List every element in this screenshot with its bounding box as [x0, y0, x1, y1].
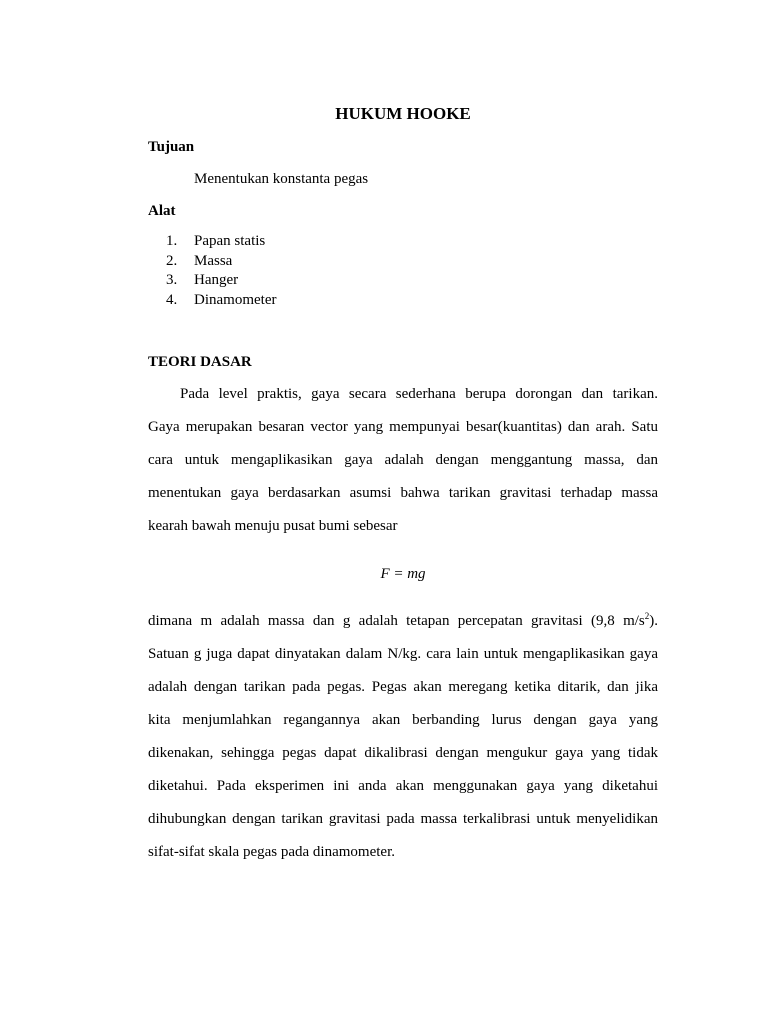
paragraph-line: kearah bawah menuju pusat bumi sebesar [148, 518, 398, 534]
list-item-number: 4. [166, 291, 178, 308]
list-item [166, 291, 276, 311]
formula: F = mg [380, 566, 426, 582]
list-item-label: Dinamometer [194, 291, 277, 308]
paragraph-line: Satuan g juga dapat dinyatakan dalam N/kg. cara lain untuk mengaplikasikan gaya [148, 646, 658, 662]
list-item-label: Hanger [194, 272, 239, 288]
list-item-number: 1. [166, 233, 178, 249]
paragraph-line: dikenakan, sehingga pegas dapat dikalibrasi dengan mengukur gaya yang tidak [148, 745, 658, 761]
list-item [166, 252, 276, 272]
section-heading-alat: Alat [148, 203, 176, 219]
superscript: 2 [644, 611, 650, 621]
paragraph-line-end: ). [649, 613, 658, 629]
list-item-number: 2. [166, 252, 178, 269]
paragraph-line-text: dimana m adalah massa dan g adalah tetapan percepatan gravitasi (9,8 m/s [148, 613, 645, 629]
tujuan-text: Menentukan konstanta pegas [194, 171, 369, 187]
alat-list [166, 232, 276, 310]
paragraph-line: cara untuk mengaplikasikan gaya adalah dengan menggantung massa, dan [148, 452, 658, 468]
teori-paragraph-1 [148, 385, 658, 550]
teori-paragraph-2 [148, 612, 658, 876]
list-item [166, 271, 276, 291]
list-item [166, 232, 276, 252]
paragraph-line: dihubungkan dengan tarikan gravitasi pada massa terkalibrasi untuk menyelidikan [148, 811, 658, 827]
paragraph-line: kita menjumlahkan regangannya akan berbanding lurus dengan gaya yang [148, 712, 658, 728]
paragraph-line: Pada level praktis, gaya secara sederhana berupa dorongan dan tarikan. [180, 386, 658, 402]
paragraph-line: diketahui. Pada eksperimen ini anda akan menggunakan gaya yang diketahui [148, 778, 658, 794]
document-title: HUKUM HOOKE [335, 104, 471, 123]
paragraph-line: adalah dengan tarikan pada pegas. Pegas akan meregang ketika ditarik, dan jika [148, 679, 658, 695]
list-item-label: Massa [194, 252, 233, 269]
section-heading-teori-dasar: TEORI DASAR [148, 354, 252, 370]
list-item-label: Papan statis [194, 233, 266, 249]
list-item-number: 3. [166, 272, 178, 288]
section-heading-tujuan: Tujuan [148, 139, 195, 155]
paragraph-line: Gaya merupakan besaran vector yang mempunyai besar(kuantitas) dan arah. Satu [148, 419, 658, 435]
paragraph-line: sifat-sifat skala pegas pada dinamometer. [148, 844, 395, 860]
paragraph-line [148, 612, 658, 645]
paragraph-line: menentukan gaya berdasarkan asumsi bahwa tarikan gravitasi terhadap massa [148, 485, 658, 501]
